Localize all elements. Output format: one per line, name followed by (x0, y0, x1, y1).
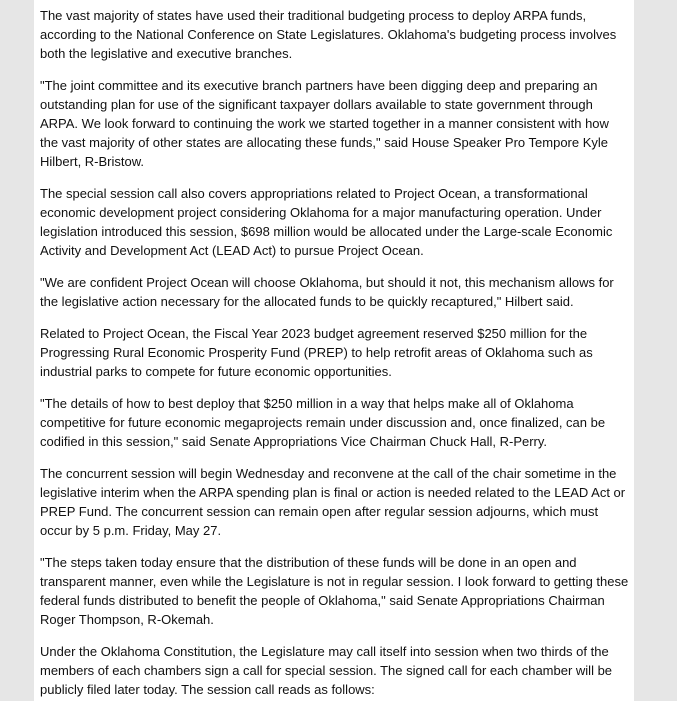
paragraph-arpa-budgeting: The vast majority of states have used their traditional budgeting process to deploy ARPA funds, according to the National Conference on State Legislatures. Oklahoma's budgeting process involves both the legislative and executive branches. (40, 8, 617, 61)
paragraph-concurrent-session: The concurrent session will begin Wednesday and reconvene at the call of the chair sometime in the legislative interim when the ARPA spending plan is final or action is needed related to the LEAD Act or PREP Fund. The concurrent session can remain open after regular session adjourns, which must occur by 5 p.m. Friday, May 27. (40, 466, 626, 538)
paragraph-thompson-quote: "The steps taken today ensure that the distribution of these funds will be done in an open and transparent manner, even while the Legislature is not in regular session. I look forward to getting these federal funds distributed to benefit the people of Oklahoma," said Senate Appropriations Chairman Roger Thompson, R-Okemah. (40, 555, 629, 627)
paragraph-hall-quote: "The details of how to best deploy that $250 million in a way that helps make all of Oklahoma competitive for future economic megaprojects remain under discussion and, once finalized, can be codified in this session," said Senate Appropriations Vice Chairman Chuck Hall, R-Perry. (40, 396, 606, 449)
paragraph-hilbert-quote: "The joint committee and its executive branch partners have been digging deep and preparing an outstanding plan for use of the significant taxpayer dollars available to state government through ARPA. We look forward to continuing the work we started together in a manner consistent with how the vast majority of other states are allocating these funds," said House Speaker Pro Tempore Kyle Hilbert, R-Bristow. (40, 78, 609, 169)
paragraph-hilbert-recapture-quote: "We are confident Project Ocean will choose Oklahoma, but should it not, this mechanism allows for the legislative action necessary for the allocated funds to be quickly recaptured," Hilbert said. (40, 275, 614, 309)
paragraph-project-ocean: The special session call also covers appropriations related to Project Ocean, a transformational economic development project considering Oklahoma for a major manufacturing operation. Under legislation introduced this session, $698 million would be allocated under the Large-scale Economic Activity and Development Act (LEAD Act) to pursue Project Ocean. (40, 186, 613, 258)
paragraph-constitution-session-call: Under the Oklahoma Constitution, the Legislature may call itself into session when two thirds of the members of each chambers sign a call for special session. The signed call for each chamber will be publicly filed later today. The session call reads as follows: (40, 644, 613, 697)
paragraph-prep-fund: Related to Project Ocean, the Fiscal Year 2023 budget agreement reserved $250 million for the Progressing Rural Economic Prosperity Fund (PREP) to help retrofit areas of Oklahoma such as industrial parks to compete for future economic opportunities. (40, 326, 593, 379)
article-page (34, 0, 634, 701)
